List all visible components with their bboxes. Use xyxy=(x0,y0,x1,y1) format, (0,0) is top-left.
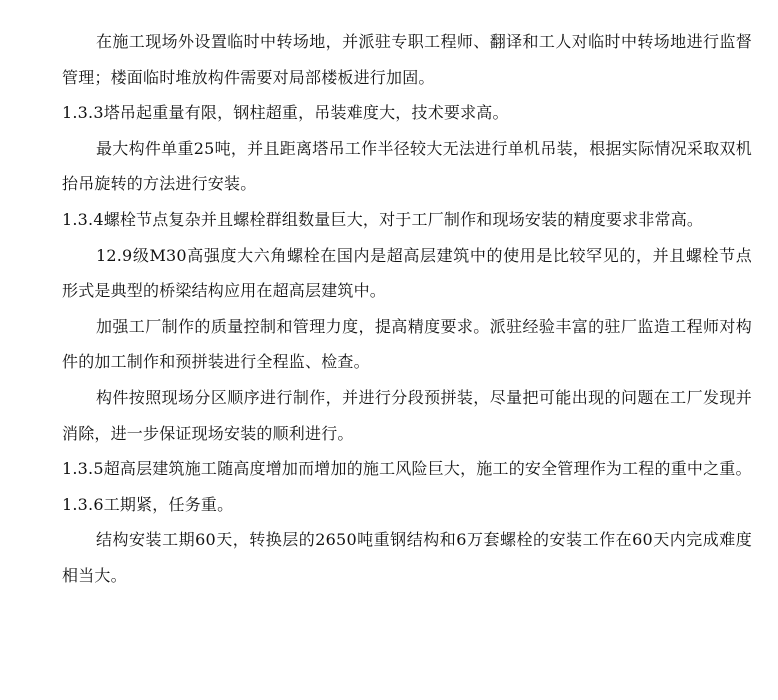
section-heading-1-3-3: 1.3.3塔吊起重量有限，钢柱超重，吊装难度大，技术要求高。 xyxy=(62,103,509,123)
paragraph-high-strength-bolts: 12.9级M30高强度大六角螺栓在国内是超高层建筑中的使用是比较罕见的，并且螺栓节点形式是典型的桥梁结构应用在超高层建筑中。 xyxy=(62,245,752,301)
paragraph-pre-assembly: 构件按照现场分区顺序进行制作，并进行分段预拼装，尽量把可能出现的问题在工厂发现并消除，进一步保证现场安装的顺利进行。 xyxy=(62,387,752,443)
paragraph-dual-crane-lift: 最大构件单重25吨，并且距离塔吊工作半径较大无法进行单机吊装，根据实际情况采取双机抬吊旋转的方法进行安装。 xyxy=(62,138,752,194)
paragraph-temporary-yard: 在施工现场外设置临时中转场地，并派驻专职工程师、翻译和工人对临时中转场地进行监督管理；楼面临时堆放构件需要对局部楼板进行加固。 xyxy=(62,32,752,87)
document-body xyxy=(62,24,752,594)
paragraph-schedule: 结构安装工期60天，转换层的2650吨重钢结构和6万套螺栓的安装工作在60天内完成难度相当大。 xyxy=(62,530,752,585)
section-heading-1-3-4: 1.3.4螺栓节点复杂并且螺栓群组数量巨大，对于工厂制作和现场安装的精度要求非常高。 xyxy=(62,209,704,229)
section-heading-1-3-6: 1.3.6工期紧，任务重。 xyxy=(62,494,234,514)
section-heading-1-3-5: 1.3.5超高层建筑施工随高度增加而增加的施工风险巨大，施工的安全管理作为工程的重中之重。 xyxy=(62,459,752,479)
paragraph-quality-control: 加强工厂制作的质量控制和管理力度，提高精度要求。派驻经验丰富的驻厂监造工程师对构件的加工制作和预拼装进行全程监、检查。 xyxy=(62,316,752,372)
